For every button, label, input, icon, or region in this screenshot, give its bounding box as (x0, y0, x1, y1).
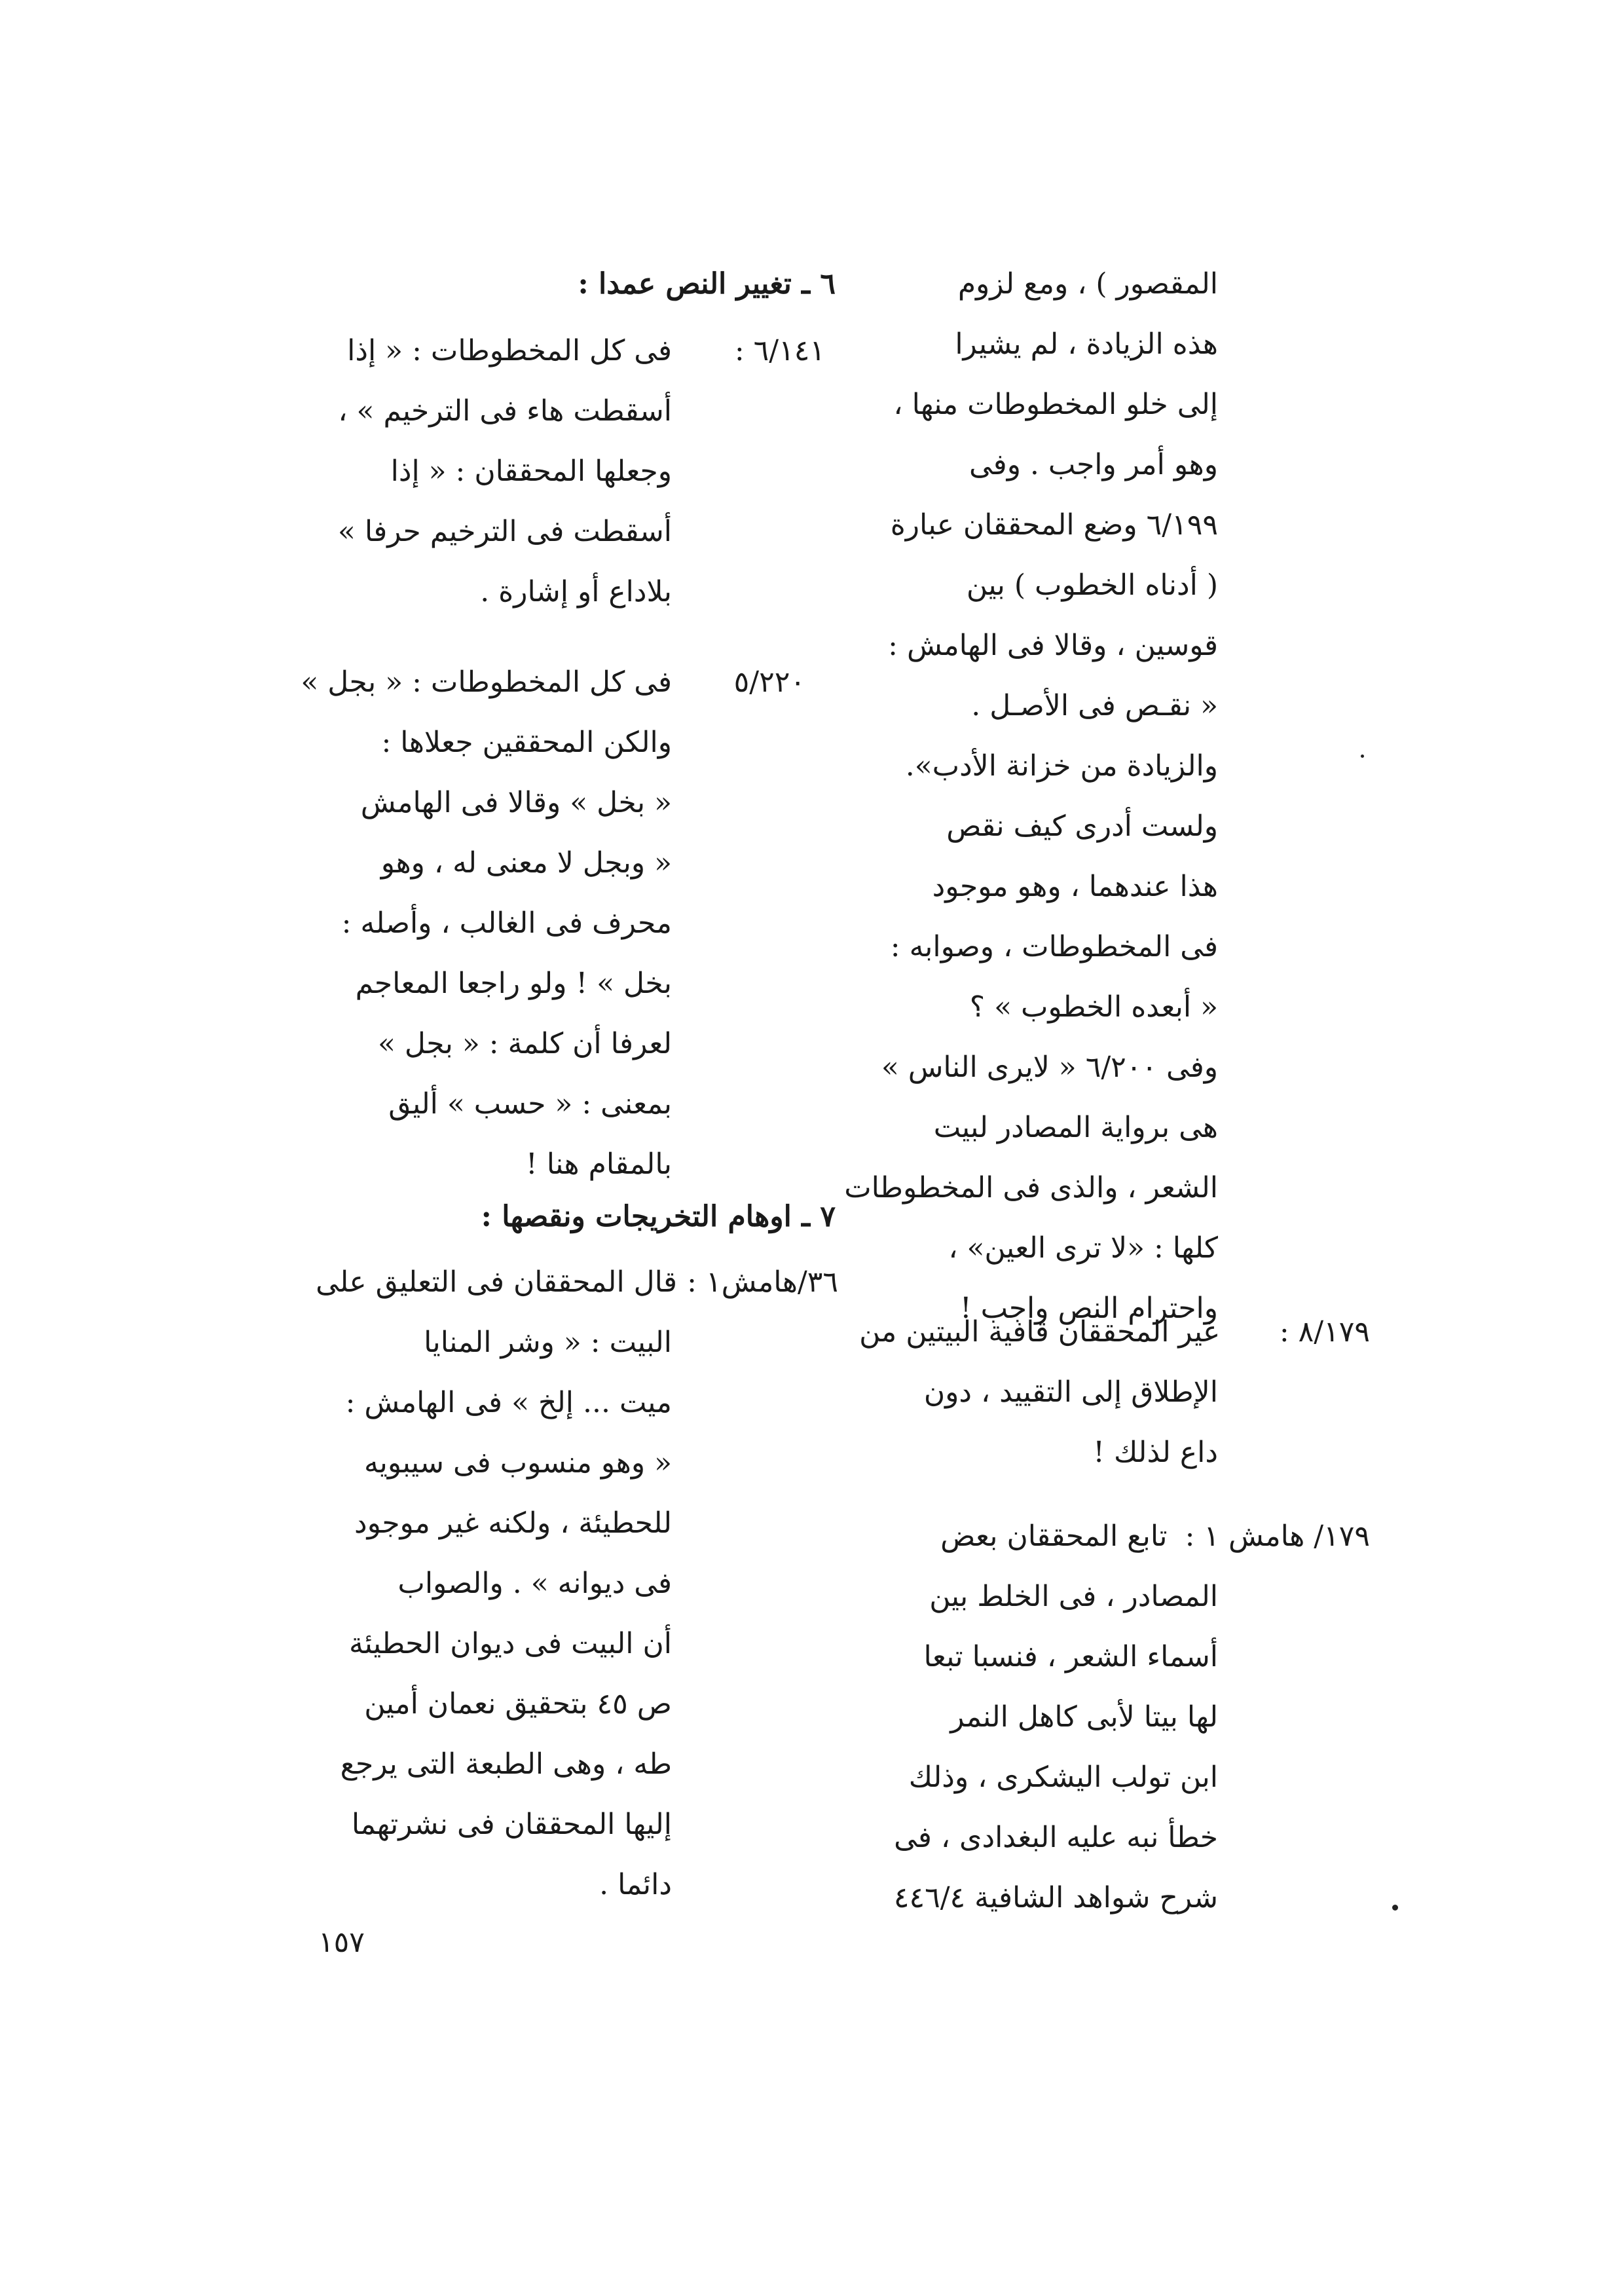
text-line: لها بيتا لأبى كاهل النمر (950, 1700, 1218, 1734)
text-line: فى كل المخطوطات : « بجل » (301, 665, 672, 699)
entry-36-first (316, 1252, 838, 1313)
text-line: قال المحققان فى التعليق على (316, 1265, 678, 1299)
entry-141-body (331, 321, 672, 622)
text-line: فى المخطوطات ، وصوابه : (890, 930, 1218, 963)
text-line: لعرفا أن كلمة : « بجل » (378, 1027, 672, 1060)
text-line: تابع المحققان بعض (940, 1520, 1168, 1553)
entry-141-ref: ٦/١٤١ : (734, 334, 825, 367)
entry-220-body (301, 652, 672, 1195)
entry-179-note-first (940, 1506, 1370, 1567)
entry-36-ref: ٣٦/هامش١ : (687, 1265, 838, 1299)
text-line: « أبعده الخطوب » ؟ (969, 990, 1218, 1024)
text-line: قوسين ، وقالا فى الهامش : (888, 629, 1218, 662)
text-line: كلها : «لا ترى العين» ، (948, 1231, 1218, 1265)
text-line: الشعر ، والذى فى المخطوطات (844, 1171, 1218, 1204)
text-line: ص ٤٥ بتحقيق نعمان أمين (364, 1687, 672, 1721)
text-line: ٦/١٩٩ وضع المحققان عبارة (890, 508, 1218, 542)
text-line: خطأ نبه عليه البغدادى ، فى (894, 1821, 1218, 1854)
entry-179-note-ref: ١٧٩/ هامش ١ : (1185, 1520, 1370, 1553)
text-line: أن البيت فى ديوان الحطيئة (349, 1627, 672, 1660)
text-line: شرح شواهد الشافية ٤٤٦/٤ (893, 1881, 1218, 1914)
text-line: وهو أمر واجب . وفى (969, 448, 1218, 481)
text-line: غير المحققان قافية البيتين من (859, 1315, 1218, 1349)
text-line: البيت : « وشر المنايا (424, 1326, 672, 1359)
text-line: والكن المحققين جعلاها : (381, 726, 672, 759)
entry-179-note-body (851, 1567, 1218, 1928)
text-line: ابن تولب اليشكرى ، وذلك (908, 1761, 1218, 1794)
text-line: إلى خلو المخطوطات منها ، (893, 388, 1218, 421)
text-line: فى كل المخطوطات : « إذا (347, 334, 672, 367)
text-line: ( أدناه الخطوب ) بين (966, 569, 1218, 602)
text-line: « وهو منسوب فى سيبويه (364, 1446, 672, 1480)
text-line: دائما . (599, 1868, 672, 1901)
text-line: داع لذلك ! (1093, 1436, 1218, 1469)
text-line: ميت ... إلخ » فى الهامش : (345, 1386, 672, 1419)
text-line: هذه الزيادة ، لم يشيرا (955, 327, 1218, 361)
text-line: هى برواية المصادر لبيت (933, 1111, 1218, 1144)
text-line: للحطيئة ، ولكنه غير موجود (354, 1506, 672, 1540)
text-line: أسقطت هاء فى الترخيم » ، (338, 394, 672, 428)
entry-220-ref: ٥/٢٢٠ (733, 665, 805, 699)
text-line: طه ، وهى الطبعة التى يرجع (340, 1747, 672, 1781)
section-heading-7: ٧ ـ اوهام التخريجات ونقصها : (481, 1200, 836, 1233)
text-line: بلاداع أو إشارة . (480, 575, 672, 608)
text-line: الإطلاق إلى التقييد ، دون (923, 1375, 1218, 1409)
right-column-top (844, 254, 1218, 1339)
text-line: بالمقام هنا ! (526, 1148, 672, 1181)
text-line: بمعنى : « حسب » أليق (388, 1087, 672, 1121)
section-heading-6: ٦ ـ تغيير النص عمدا : (578, 267, 836, 301)
text-line: « وبجل لا معنى له ، وهو (380, 846, 672, 880)
text-line: وفى ٦/٢٠٠ « لايرى الناس » (881, 1051, 1218, 1084)
text-line: إليها المحققان فى نشرتهما (351, 1808, 672, 1841)
text-line: وجعلها المحققان : « إذا (390, 455, 672, 488)
text-line: واحترام النص واجب ! (959, 1292, 1218, 1325)
text-line: محرف فى الغالب ، وأصله : (341, 906, 672, 940)
entry-179-8-body (851, 1302, 1218, 1483)
text-line: ولست أدرى كيف نقص (946, 810, 1218, 843)
text-line: أسماء الشعر ، فنسبا تبعا (923, 1640, 1218, 1673)
text-line: فى ديوانه » . والصواب (397, 1567, 672, 1600)
scan-speck (1361, 755, 1364, 758)
text-line: المقصور ) ، ومع لزوم (957, 267, 1218, 301)
text-line: والزيادة من خزانة الأدب». (905, 749, 1218, 783)
text-line: « بخل » وقالا فى الهامش (360, 786, 672, 819)
scan-speck (1392, 1905, 1398, 1911)
text-line: المصادر ، فى الخلط بين (929, 1580, 1218, 1613)
text-line: أسقطت فى الترخيم حرفا » (337, 515, 672, 548)
text-line: هذا عندهما ، وهو موجود (932, 870, 1218, 903)
entry-179-8-ref: ٨/١٧٩ : (1279, 1315, 1370, 1349)
text-line: بخل » ! ولو راجعا المعاجم (355, 967, 672, 1000)
entry-36-body (331, 1313, 672, 1915)
page-number: ١٥٧ (318, 1926, 365, 1959)
text-line: « نقـص فى الأصـل . (971, 689, 1218, 722)
